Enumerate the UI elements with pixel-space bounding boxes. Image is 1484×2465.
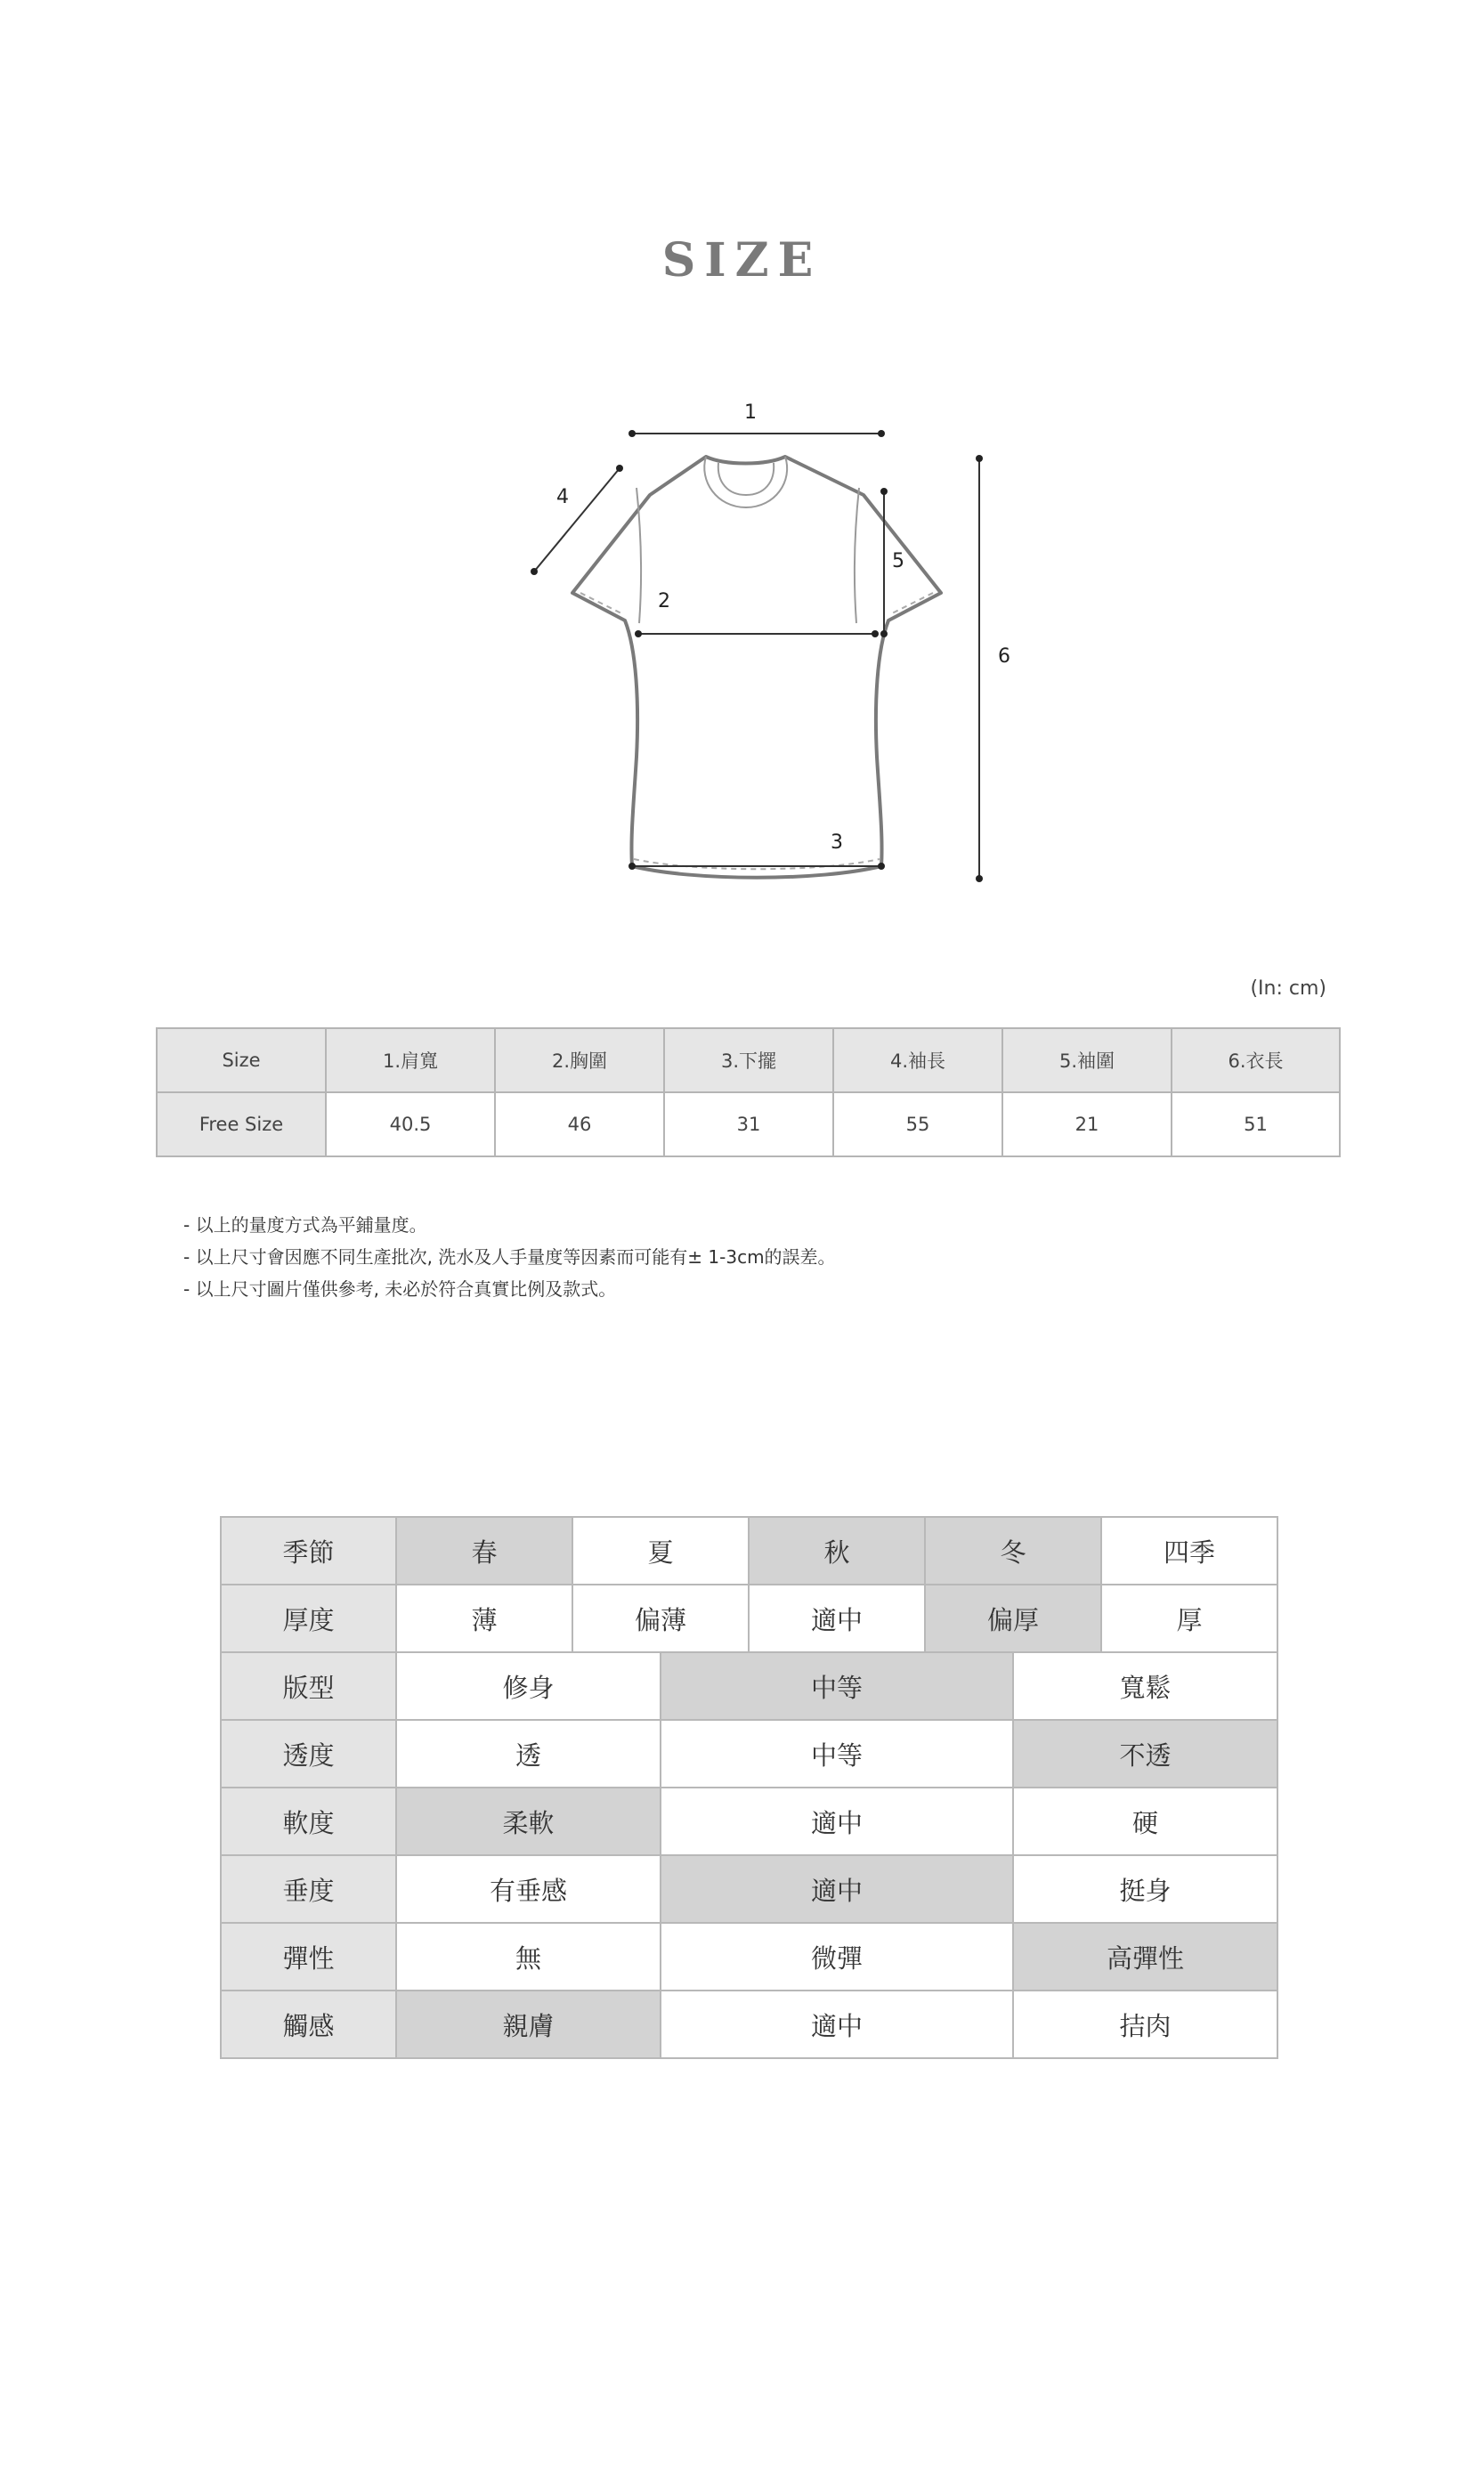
attribute-option: 寬鬆 — [1013, 1652, 1277, 1720]
attribute-row — [221, 1720, 1277, 1788]
right-cuff-stitch — [890, 593, 933, 614]
attribute-option: 硬 — [1013, 1788, 1277, 1855]
attribute-option: 秋 — [749, 1517, 925, 1585]
page-title: SIZE — [661, 233, 823, 288]
attribute-label: 彈性 — [221, 1923, 396, 1991]
header-size: Size — [157, 1028, 326, 1092]
note-line: - 以上的量度方式為平鋪量度。 — [183, 1214, 427, 1236]
attribute-option: 薄 — [396, 1585, 572, 1652]
attribute-option: 適中 — [661, 1788, 1013, 1855]
attribute-option: 無 — [396, 1923, 661, 1991]
header-shoulder: 1.肩寬 — [326, 1028, 495, 1092]
attribute-option: 適中 — [661, 1991, 1013, 2058]
attribute-option: 冬 — [925, 1517, 1101, 1585]
attribute-row — [221, 1991, 1277, 2058]
attribute-option: 柔軟 — [396, 1788, 661, 1855]
attribute-row — [221, 1923, 1277, 1991]
attribute-option: 修身 — [396, 1652, 661, 1720]
measurement-notes — [183, 1209, 836, 1305]
header-sleeve-length: 4.袖長 — [833, 1028, 1002, 1092]
right-sleeve-seam — [855, 488, 859, 623]
size-table — [156, 1027, 1341, 1157]
value-sleeve-length: 55 — [833, 1092, 1002, 1156]
attribute-option: 厚 — [1101, 1585, 1277, 1652]
table-row — [157, 1092, 1340, 1156]
header-sleeve-opening: 5.袖圍 — [1002, 1028, 1172, 1092]
attribute-option: 拮肉 — [1013, 1991, 1277, 2058]
attribute-option: 透 — [396, 1720, 661, 1788]
attribute-row — [221, 1585, 1277, 1652]
unit-note: (In: cm) — [1250, 977, 1326, 1000]
left-cuff-stitch — [580, 593, 623, 614]
fabric-attributes-table — [220, 1516, 1278, 2059]
attribute-option: 春 — [396, 1517, 572, 1585]
attribute-label: 觸感 — [221, 1991, 396, 2058]
attribute-row — [221, 1652, 1277, 1720]
label-3: 3 — [831, 831, 843, 854]
row-size-name: Free Size — [157, 1092, 326, 1156]
tshirt-outline — [572, 457, 941, 878]
size-table-header-row — [157, 1028, 1340, 1092]
value-hem: 31 — [664, 1092, 833, 1156]
attribute-option: 四季 — [1101, 1517, 1277, 1585]
attribute-label: 透度 — [221, 1720, 396, 1788]
collar-inner — [718, 463, 774, 495]
measure-sleeve-length — [531, 465, 623, 575]
attribute-label: 軟度 — [221, 1788, 396, 1855]
attribute-option: 適中 — [661, 1855, 1013, 1923]
header-chest: 2.胸圍 — [495, 1028, 664, 1092]
label-4: 4 — [556, 486, 569, 508]
attribute-label: 垂度 — [221, 1855, 396, 1923]
attribute-label: 版型 — [221, 1652, 396, 1720]
attribute-option: 適中 — [749, 1585, 925, 1652]
value-shoulder: 40.5 — [326, 1092, 495, 1156]
attribute-option: 有垂感 — [396, 1855, 661, 1923]
hem-stitch — [634, 859, 880, 869]
attribute-option: 挺身 — [1013, 1855, 1277, 1923]
attribute-row — [221, 1788, 1277, 1855]
attribute-row — [221, 1855, 1277, 1923]
measure-shoulder — [628, 430, 885, 437]
header-length: 6.衣長 — [1172, 1028, 1340, 1092]
label-1: 1 — [744, 401, 757, 424]
attribute-option: 夏 — [572, 1517, 749, 1585]
header-hem: 3.下擺 — [664, 1028, 833, 1092]
value-chest: 46 — [495, 1092, 664, 1156]
attribute-option: 親膚 — [396, 1991, 661, 2058]
tshirt-measurement-diagram — [499, 383, 1033, 899]
value-sleeve-opening: 21 — [1002, 1092, 1172, 1156]
attribute-label: 季節 — [221, 1517, 396, 1585]
attribute-option: 高彈性 — [1013, 1923, 1277, 1991]
value-length: 51 — [1172, 1092, 1340, 1156]
attribute-option: 不透 — [1013, 1720, 1277, 1788]
note-line: - 以上尺寸會因應不同生產批次, 洗水及人手量度等因素而可能有± 1-3cm的誤差。 — [183, 1246, 836, 1268]
label-2: 2 — [658, 590, 670, 612]
note-line: - 以上尺寸圖片僅供參考, 未必於符合真實比例及款式。 — [183, 1278, 617, 1300]
attribute-option: 偏厚 — [925, 1585, 1101, 1652]
attribute-option: 中等 — [661, 1720, 1013, 1788]
label-5: 5 — [892, 550, 904, 572]
measure-body-length — [976, 455, 983, 882]
attribute-row — [221, 1517, 1277, 1585]
label-6: 6 — [998, 645, 1010, 668]
measure-sleeve-opening — [880, 488, 888, 637]
attribute-option: 微彈 — [661, 1923, 1013, 1991]
attribute-option: 偏薄 — [572, 1585, 749, 1652]
attribute-label: 厚度 — [221, 1585, 396, 1652]
measure-chest — [635, 630, 879, 637]
attribute-option: 中等 — [661, 1652, 1013, 1720]
